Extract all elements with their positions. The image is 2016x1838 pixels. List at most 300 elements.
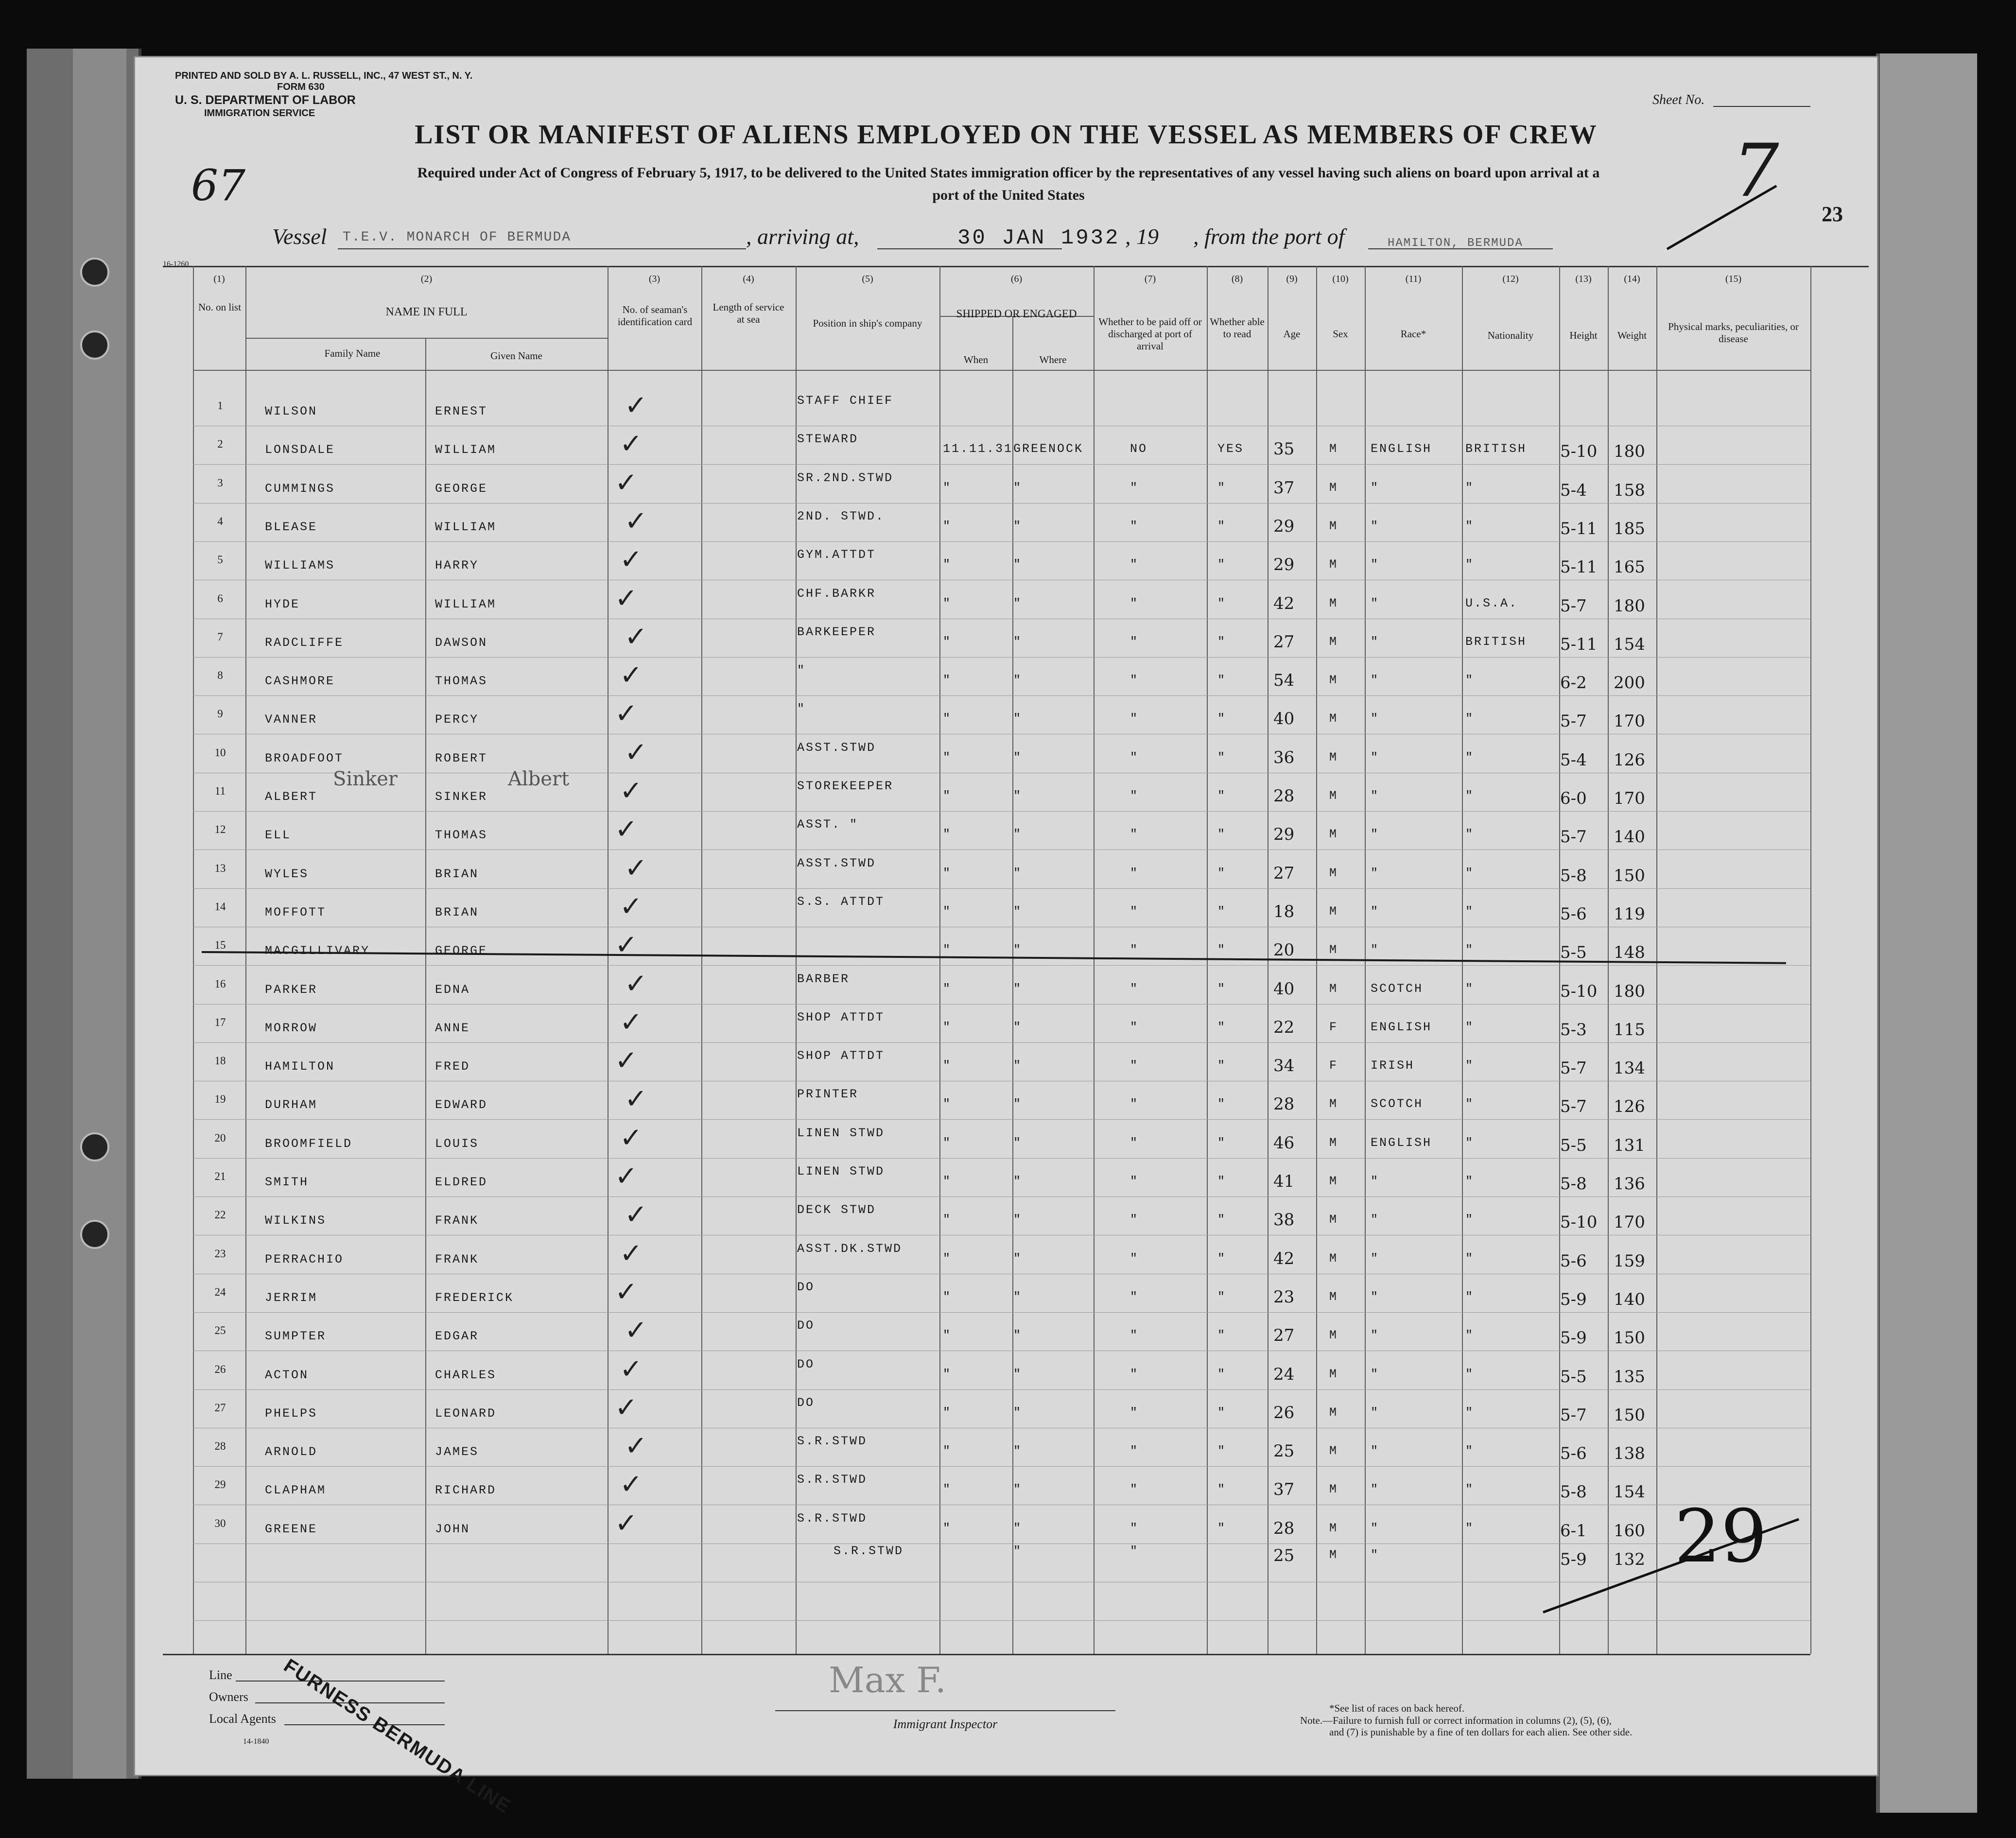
cell-race[interactable]: " xyxy=(1371,557,1380,572)
cell-position[interactable]: S.R.STWD xyxy=(797,1473,868,1487)
cell-when[interactable]: " xyxy=(943,596,952,610)
cell-where[interactable]: " xyxy=(1013,519,1023,533)
cell-height[interactable]: 5-4 xyxy=(1560,750,1587,770)
cell-position[interactable]: ASST.DK.STWD xyxy=(797,1241,903,1256)
cell-paid[interactable]: " xyxy=(1130,1058,1139,1073)
cell-nat[interactable]: " xyxy=(1465,519,1475,533)
cell-nat[interactable]: " xyxy=(1465,711,1475,726)
cell-position[interactable]: STOREKEEPER xyxy=(797,779,894,793)
cell-where[interactable]: " xyxy=(1013,1213,1023,1227)
cell-position[interactable]: DECK STWD xyxy=(797,1203,876,1217)
cell-when[interactable]: " xyxy=(943,827,952,842)
cell-family[interactable]: DURHAM xyxy=(265,1098,318,1112)
cell-weight[interactable]: 154 xyxy=(1614,1482,1645,1502)
cell-age[interactable]: 25 xyxy=(1273,1441,1295,1461)
cell-position[interactable]: DO xyxy=(797,1280,815,1294)
cell-given[interactable]: HARRY xyxy=(435,558,479,573)
cell-age[interactable]: 25 xyxy=(1273,1546,1295,1565)
cell-height[interactable]: 5-6 xyxy=(1560,904,1587,924)
cell-where[interactable]: " xyxy=(1013,1058,1023,1073)
cell-paid[interactable]: " xyxy=(1130,904,1139,919)
cell-height[interactable]: 5-10 xyxy=(1560,981,1598,1001)
cell-when[interactable]: " xyxy=(943,480,952,495)
cell-when[interactable]: " xyxy=(943,519,952,533)
cell-paid[interactable]: " xyxy=(1130,1289,1139,1304)
cell-age[interactable]: 46 xyxy=(1273,1133,1295,1153)
cell-race[interactable]: " xyxy=(1371,1174,1380,1188)
cell-family[interactable]: MOFFOTT xyxy=(265,905,327,919)
cell-given[interactable]: FRANK xyxy=(435,1252,479,1266)
cell-read[interactable]: YES xyxy=(1217,442,1244,456)
cell-paid[interactable]: " xyxy=(1130,480,1139,495)
cell-position[interactable]: SR.2ND.STWD xyxy=(797,470,894,485)
cell-where[interactable]: " xyxy=(1013,1482,1023,1497)
cell-position[interactable]: S.R.STWD xyxy=(797,1511,868,1526)
line-field[interactable] xyxy=(236,1681,445,1682)
cell-paid[interactable]: " xyxy=(1130,1405,1139,1420)
cell-nat[interactable]: " xyxy=(1465,1213,1475,1227)
cell-when[interactable]: " xyxy=(943,1444,952,1458)
cell-age[interactable]: 42 xyxy=(1273,593,1295,613)
cell-where[interactable]: " xyxy=(1013,480,1023,495)
cell-paid[interactable]: " xyxy=(1130,1251,1139,1266)
cell-family[interactable]: JERRIM xyxy=(265,1290,318,1305)
cell-height[interactable]: 5-5 xyxy=(1560,943,1587,963)
cell-nat[interactable]: " xyxy=(1465,673,1475,688)
cell-sex[interactable]: M xyxy=(1329,789,1338,803)
cell-where[interactable]: " xyxy=(1013,904,1023,919)
cell-nat[interactable]: " xyxy=(1465,981,1475,996)
cell-family[interactable]: LONSDALE xyxy=(265,443,335,457)
cell-position[interactable]: SHOP ATTDT xyxy=(797,1049,885,1063)
cell-weight[interactable]: 180 xyxy=(1614,596,1645,616)
cell-read[interactable]: " xyxy=(1217,1213,1227,1227)
cell-where[interactable]: " xyxy=(1013,750,1023,764)
cell-height[interactable]: 5-11 xyxy=(1560,519,1598,538)
cell-given[interactable]: ROBERT xyxy=(435,751,488,765)
cell-race[interactable]: " xyxy=(1371,827,1380,842)
cell-read[interactable]: " xyxy=(1217,1174,1227,1188)
cell-sex[interactable]: M xyxy=(1329,711,1338,726)
cell-given[interactable]: EDGAR xyxy=(435,1329,479,1344)
cell-height[interactable]: 5-5 xyxy=(1560,1135,1587,1155)
cell-position[interactable]: GYM.ATTDT xyxy=(797,548,876,562)
cell-where[interactable]: " xyxy=(1013,1444,1023,1458)
cell-given[interactable]: LOUIS xyxy=(435,1136,479,1151)
cell-weight[interactable]: 140 xyxy=(1614,827,1645,847)
cell-read[interactable]: " xyxy=(1217,789,1227,803)
sheet-number-field[interactable] xyxy=(1713,106,1810,107)
cell-height[interactable]: 6-1 xyxy=(1560,1521,1587,1541)
cell-read[interactable]: " xyxy=(1217,1020,1227,1034)
cell-when[interactable]: " xyxy=(943,1405,952,1420)
departure-port[interactable]: HAMILTON, BERMUDA xyxy=(1388,237,1523,250)
cell-age[interactable]: 37 xyxy=(1273,478,1295,498)
cell-nat[interactable]: " xyxy=(1465,827,1475,842)
cell-age[interactable]: 41 xyxy=(1273,1172,1295,1191)
cell-family[interactable]: ACTON xyxy=(265,1368,309,1382)
cell-age[interactable]: 23 xyxy=(1273,1287,1295,1307)
cell-race[interactable]: ENGLISH xyxy=(1371,442,1432,456)
cell-given[interactable]: JOHN xyxy=(435,1522,470,1536)
cell-height[interactable]: 5-10 xyxy=(1560,1213,1598,1232)
cell-age[interactable]: 28 xyxy=(1273,786,1295,806)
cell-paid[interactable]: " xyxy=(1130,1444,1139,1458)
cell-given[interactable]: BRIAN xyxy=(435,905,479,919)
cell-read[interactable]: " xyxy=(1217,634,1227,649)
cell-weight[interactable]: 134 xyxy=(1614,1058,1645,1078)
cell-paid[interactable]: " xyxy=(1130,596,1139,610)
cell-where[interactable]: " xyxy=(1013,557,1023,572)
cell-race[interactable]: IRISH xyxy=(1371,1058,1415,1073)
cell-paid[interactable]: " xyxy=(1130,1482,1139,1497)
cell-height[interactable]: 5-7 xyxy=(1560,711,1587,731)
cell-read[interactable]: " xyxy=(1217,1482,1227,1497)
cell-weight[interactable]: 131 xyxy=(1614,1135,1645,1155)
cell-height[interactable]: 5-11 xyxy=(1560,557,1598,577)
cell-paid[interactable]: " xyxy=(1130,557,1139,572)
cell-family[interactable]: PARKER xyxy=(265,982,318,997)
cell-race[interactable]: " xyxy=(1371,1521,1380,1535)
cell-position[interactable]: STEWARD xyxy=(797,432,859,447)
cell-position[interactable]: S.S. ATTDT xyxy=(797,894,885,909)
cell-sex[interactable]: M xyxy=(1329,1289,1338,1304)
cell-sex[interactable]: M xyxy=(1329,1135,1338,1150)
cell-paid[interactable]: " xyxy=(1130,750,1139,764)
cell-nat[interactable]: BRITISH xyxy=(1465,442,1527,456)
cell-race[interactable]: " xyxy=(1371,596,1380,610)
cell-weight[interactable]: 180 xyxy=(1614,442,1645,462)
cell-when[interactable]: " xyxy=(943,1521,952,1535)
cell-given[interactable]: WILLIAM xyxy=(435,597,497,611)
cell-when[interactable]: " xyxy=(943,789,952,803)
cell-sex[interactable]: M xyxy=(1329,1367,1338,1381)
cell-height[interactable]: 6-2 xyxy=(1560,673,1587,693)
cell-read[interactable]: " xyxy=(1217,1058,1227,1073)
cell-weight[interactable]: 165 xyxy=(1614,557,1645,577)
cell-race[interactable]: " xyxy=(1371,904,1380,919)
cell-age[interactable]: 37 xyxy=(1273,1480,1295,1500)
cell-nat[interactable]: BRITISH xyxy=(1465,634,1527,649)
cell-paid[interactable]: " xyxy=(1130,1020,1139,1034)
cell-when[interactable]: " xyxy=(943,1328,952,1343)
cell-race[interactable]: " xyxy=(1371,673,1380,688)
cell-family[interactable]: WILSON xyxy=(265,404,318,418)
cell-age[interactable]: 29 xyxy=(1273,516,1295,536)
cell-race[interactable]: " xyxy=(1371,1444,1380,1458)
cell-given[interactable]: ELDRED xyxy=(435,1175,488,1189)
cell-age[interactable]: 29 xyxy=(1273,825,1295,845)
cell-given[interactable]: DAWSON xyxy=(435,635,488,650)
cell-age[interactable]: 24 xyxy=(1273,1364,1295,1384)
cell-position[interactable]: ASST.STWD xyxy=(797,856,876,870)
cell-position[interactable]: ASST. " xyxy=(797,817,859,832)
cell-race[interactable]: " xyxy=(1371,1367,1380,1381)
cell-read[interactable]: " xyxy=(1217,1444,1227,1458)
cell-nat[interactable]: " xyxy=(1465,1405,1475,1420)
cell-given[interactable]: FRED xyxy=(435,1059,470,1074)
cell-paid[interactable]: " xyxy=(1130,711,1139,726)
cell-age[interactable]: 29 xyxy=(1273,555,1295,575)
cell-read[interactable]: " xyxy=(1217,1251,1227,1266)
cell-when[interactable]: " xyxy=(943,711,952,726)
cell-paid[interactable]: " xyxy=(1130,673,1139,688)
cell-family[interactable]: VANNER xyxy=(265,712,318,727)
cell-paid[interactable]: " xyxy=(1130,1097,1139,1111)
cell-sex[interactable]: M xyxy=(1329,442,1338,456)
cell-paid[interactable]: " xyxy=(1130,519,1139,533)
cell-race[interactable]: ENGLISH xyxy=(1371,1135,1432,1150)
cell-where[interactable]: " xyxy=(1013,1251,1023,1266)
cell-when[interactable]: " xyxy=(943,1097,952,1111)
cell-weight[interactable]: 135 xyxy=(1614,1367,1645,1387)
cell-nat[interactable]: " xyxy=(1465,904,1475,919)
arrival-date-stamp[interactable]: 30 JAN 1932 xyxy=(957,226,1120,250)
cell-position[interactable]: " xyxy=(797,663,806,678)
cell-age[interactable]: 27 xyxy=(1273,863,1295,883)
cell-given[interactable]: FREDERICK xyxy=(435,1290,514,1305)
cell-race[interactable]: " xyxy=(1371,634,1380,649)
cell-nat[interactable]: " xyxy=(1465,1058,1475,1073)
cell-given[interactable]: FRANK xyxy=(435,1214,479,1228)
cell-nat[interactable]: " xyxy=(1465,1097,1475,1111)
cell-where[interactable]: " xyxy=(1013,827,1023,842)
cell-race[interactable]: " xyxy=(1371,711,1380,726)
cell-when[interactable]: 11.11.31 xyxy=(943,442,1013,456)
cell-where[interactable]: " xyxy=(1013,1328,1023,1343)
cell-read[interactable]: " xyxy=(1217,711,1227,726)
cell-given[interactable]: ANNE xyxy=(435,1021,470,1035)
cell-race[interactable]: " xyxy=(1371,750,1380,764)
cell-where[interactable]: " xyxy=(1013,1544,1023,1558)
cell-age[interactable]: 35 xyxy=(1273,439,1295,459)
cell-read[interactable]: " xyxy=(1217,866,1227,880)
cell-height[interactable]: 5-5 xyxy=(1560,1367,1587,1387)
cell-sex[interactable]: F xyxy=(1329,1020,1338,1034)
cell-when[interactable]: " xyxy=(943,866,952,880)
cell-race[interactable]: " xyxy=(1371,480,1380,495)
cell-nat[interactable]: " xyxy=(1465,1174,1475,1188)
cell-read[interactable]: " xyxy=(1217,1521,1227,1535)
cell-family[interactable]: MORROW xyxy=(265,1021,318,1035)
cell-age[interactable]: 38 xyxy=(1273,1210,1295,1230)
cell-read[interactable]: " xyxy=(1217,480,1227,495)
cell-given[interactable]: RICHARD xyxy=(435,1483,497,1498)
cell-weight[interactable]: 115 xyxy=(1614,1020,1645,1040)
cell-read[interactable]: " xyxy=(1217,904,1227,919)
cell-given[interactable]: THOMAS xyxy=(435,828,488,843)
cell-when[interactable]: " xyxy=(943,1213,952,1227)
cell-family[interactable]: PHELPS xyxy=(265,1406,318,1421)
cell-given[interactable]: EDWARD xyxy=(435,1098,488,1112)
cell-weight[interactable]: 132 xyxy=(1614,1550,1645,1569)
cell-sex[interactable]: M xyxy=(1329,1174,1338,1188)
cell-age[interactable]: 18 xyxy=(1273,902,1295,921)
cell-sex[interactable]: M xyxy=(1329,1213,1338,1227)
cell-family[interactable]: WILKINS xyxy=(265,1214,327,1228)
cell-sex[interactable]: F xyxy=(1329,1058,1338,1073)
cell-sex[interactable]: M xyxy=(1329,827,1338,842)
cell-sex[interactable]: M xyxy=(1329,673,1338,688)
cell-paid[interactable]: " xyxy=(1130,1174,1139,1188)
cell-weight[interactable]: 126 xyxy=(1614,750,1645,770)
cell-nat[interactable]: " xyxy=(1465,1135,1475,1150)
cell-when[interactable]: " xyxy=(943,1174,952,1188)
cell-position[interactable]: LINEN STWD xyxy=(797,1164,885,1179)
cell-nat[interactable]: " xyxy=(1465,1289,1475,1304)
cell-given[interactable]: THOMAS xyxy=(435,674,488,689)
cell-position[interactable]: DO xyxy=(797,1357,815,1371)
cell-where[interactable]: " xyxy=(1013,673,1023,688)
cell-given[interactable]: ERNEST xyxy=(435,404,488,418)
cell-nat[interactable]: " xyxy=(1465,480,1475,495)
cell-race[interactable]: SCOTCH xyxy=(1371,981,1424,996)
cell-position[interactable]: STAFF CHIEF xyxy=(797,394,894,408)
cell-age[interactable]: 20 xyxy=(1273,940,1295,960)
cell-paid[interactable]: " xyxy=(1130,866,1139,880)
cell-position[interactable]: PRINTER xyxy=(797,1087,859,1102)
cell-weight[interactable]: 119 xyxy=(1614,904,1645,924)
cell-age[interactable]: 27 xyxy=(1273,632,1295,652)
cell-nat[interactable]: " xyxy=(1465,1444,1475,1458)
cell-paid[interactable]: " xyxy=(1130,943,1139,957)
cell-family[interactable]: BROOMFIELD xyxy=(265,1136,353,1151)
cell-weight[interactable]: 159 xyxy=(1614,1251,1645,1271)
cell-weight[interactable]: 150 xyxy=(1614,1328,1645,1348)
cell-given[interactable]: CHARLES xyxy=(435,1368,497,1382)
cell-read[interactable]: " xyxy=(1217,827,1227,842)
cell-given[interactable]: GEORGE xyxy=(435,481,488,496)
cell-height[interactable]: 5-7 xyxy=(1560,827,1587,847)
cell-nat[interactable]: " xyxy=(1465,1328,1475,1343)
cell-where[interactable]: " xyxy=(1013,711,1023,726)
cell-read[interactable]: " xyxy=(1217,1097,1227,1111)
cell-read[interactable]: " xyxy=(1217,1328,1227,1343)
cell-when[interactable]: " xyxy=(943,1020,952,1034)
cell-where[interactable]: " xyxy=(1013,866,1023,880)
cell-nat[interactable]: " xyxy=(1465,789,1475,803)
cell-position[interactable]: DO xyxy=(797,1318,815,1333)
cell-given[interactable]: JAMES xyxy=(435,1445,479,1459)
cell-when[interactable]: " xyxy=(943,750,952,764)
cell-weight[interactable]: 158 xyxy=(1614,480,1645,500)
cell-height[interactable]: 5-6 xyxy=(1560,1444,1587,1464)
cell-nat[interactable]: " xyxy=(1465,943,1475,957)
cell-given[interactable]: BRIAN xyxy=(435,867,479,881)
cell-age[interactable]: 40 xyxy=(1273,709,1295,729)
cell-sex[interactable]: M xyxy=(1329,866,1338,880)
cell-age[interactable]: 26 xyxy=(1273,1403,1295,1422)
cell-family[interactable]: MACGILLIVARY xyxy=(265,944,370,958)
cell-family[interactable]: GREENE xyxy=(265,1522,318,1536)
cell-where[interactable]: " xyxy=(1013,1521,1023,1535)
cell-weight[interactable]: 148 xyxy=(1614,943,1645,963)
cell-where[interactable]: " xyxy=(1013,634,1023,649)
cell-race[interactable]: " xyxy=(1371,789,1380,803)
cell-height[interactable]: 5-7 xyxy=(1560,1097,1587,1117)
cell-paid[interactable]: " xyxy=(1130,981,1139,996)
cell-read[interactable]: " xyxy=(1217,1289,1227,1304)
cell-race[interactable]: " xyxy=(1371,943,1380,957)
cell-weight[interactable]: 140 xyxy=(1614,1289,1645,1309)
cell-family[interactable]: BROADFOOT xyxy=(265,751,344,765)
cell-age[interactable]: 42 xyxy=(1273,1248,1295,1268)
cell-when[interactable]: " xyxy=(943,1251,952,1266)
cell-family[interactable]: HYDE xyxy=(265,597,300,611)
cell-height[interactable]: 5-9 xyxy=(1560,1550,1587,1569)
cell-weight[interactable]: 150 xyxy=(1614,1405,1645,1425)
cell-height[interactable]: 5-8 xyxy=(1560,866,1587,885)
cell-weight[interactable]: 136 xyxy=(1614,1174,1645,1194)
cell-given[interactable]: LEONARD xyxy=(435,1406,497,1421)
cell-height[interactable]: 5-9 xyxy=(1560,1328,1587,1348)
cell-weight[interactable]: 170 xyxy=(1614,711,1645,731)
cell-weight[interactable]: 154 xyxy=(1614,634,1645,654)
cell-position[interactable]: DO xyxy=(797,1395,815,1410)
cell-nat[interactable]: " xyxy=(1465,750,1475,764)
cell-when[interactable]: " xyxy=(943,943,952,957)
cell-age[interactable]: 28 xyxy=(1273,1094,1295,1114)
cell-sex[interactable]: M xyxy=(1329,1521,1338,1535)
cell-height[interactable]: 6-0 xyxy=(1560,789,1587,808)
cell-when[interactable]: " xyxy=(943,1367,952,1381)
cell-family[interactable]: ALBERT xyxy=(265,790,318,804)
cell-sex[interactable]: M xyxy=(1329,1097,1338,1111)
cell-where[interactable]: " xyxy=(1013,1097,1023,1111)
cell-family[interactable]: ARNOLD xyxy=(265,1445,318,1459)
cell-weight[interactable]: 170 xyxy=(1614,1213,1645,1232)
cell-weight[interactable]: 150 xyxy=(1614,866,1645,885)
cell-where[interactable]: " xyxy=(1013,1135,1023,1150)
cell-where[interactable]: " xyxy=(1013,1289,1023,1304)
vessel-name[interactable]: T.E.V. MONARCH OF BERMUDA xyxy=(343,230,572,245)
cell-race[interactable]: " xyxy=(1371,1328,1380,1343)
cell-sex[interactable]: M xyxy=(1329,1328,1338,1343)
cell-where[interactable]: " xyxy=(1013,981,1023,996)
cell-nat[interactable]: " xyxy=(1465,557,1475,572)
cell-height[interactable]: 5-7 xyxy=(1560,1058,1587,1078)
cell-paid[interactable]: " xyxy=(1130,1367,1139,1381)
cell-when[interactable]: " xyxy=(943,634,952,649)
cell-family[interactable]: CUMMINGS xyxy=(265,481,335,496)
cell-read[interactable]: " xyxy=(1217,1405,1227,1420)
cell-when[interactable]: " xyxy=(943,1058,952,1073)
cell-race[interactable]: " xyxy=(1371,519,1380,533)
cell-nat[interactable]: " xyxy=(1465,1251,1475,1266)
cell-position[interactable]: BARBER xyxy=(797,971,850,986)
cell-position[interactable]: BARKEEPER xyxy=(797,624,876,639)
cell-where[interactable]: " xyxy=(1013,1405,1023,1420)
cell-age[interactable]: 27 xyxy=(1273,1326,1295,1346)
cell-weight[interactable]: 200 xyxy=(1614,673,1645,693)
cell-sex[interactable]: M xyxy=(1329,1548,1338,1562)
cell-sex[interactable]: M xyxy=(1329,904,1338,919)
cell-given[interactable]: GEORGE xyxy=(435,944,488,958)
cell-read[interactable]: " xyxy=(1217,1367,1227,1381)
cell-family[interactable]: HAMILTON xyxy=(265,1059,335,1074)
cell-given[interactable]: WILLIAM xyxy=(435,520,497,534)
cell-height[interactable]: 5-10 xyxy=(1560,442,1598,462)
cell-sex[interactable]: M xyxy=(1329,634,1338,649)
cell-read[interactable]: " xyxy=(1217,519,1227,533)
cell-age[interactable]: 54 xyxy=(1273,671,1295,691)
cell-position[interactable]: LINEN STWD xyxy=(797,1126,885,1140)
cell-sex[interactable]: M xyxy=(1329,750,1338,764)
cell-given[interactable]: SINKER xyxy=(435,790,488,804)
cell-sex[interactable]: M xyxy=(1329,557,1338,572)
cell-where[interactable]: " xyxy=(1013,1174,1023,1188)
cell-sex[interactable]: M xyxy=(1329,943,1338,957)
